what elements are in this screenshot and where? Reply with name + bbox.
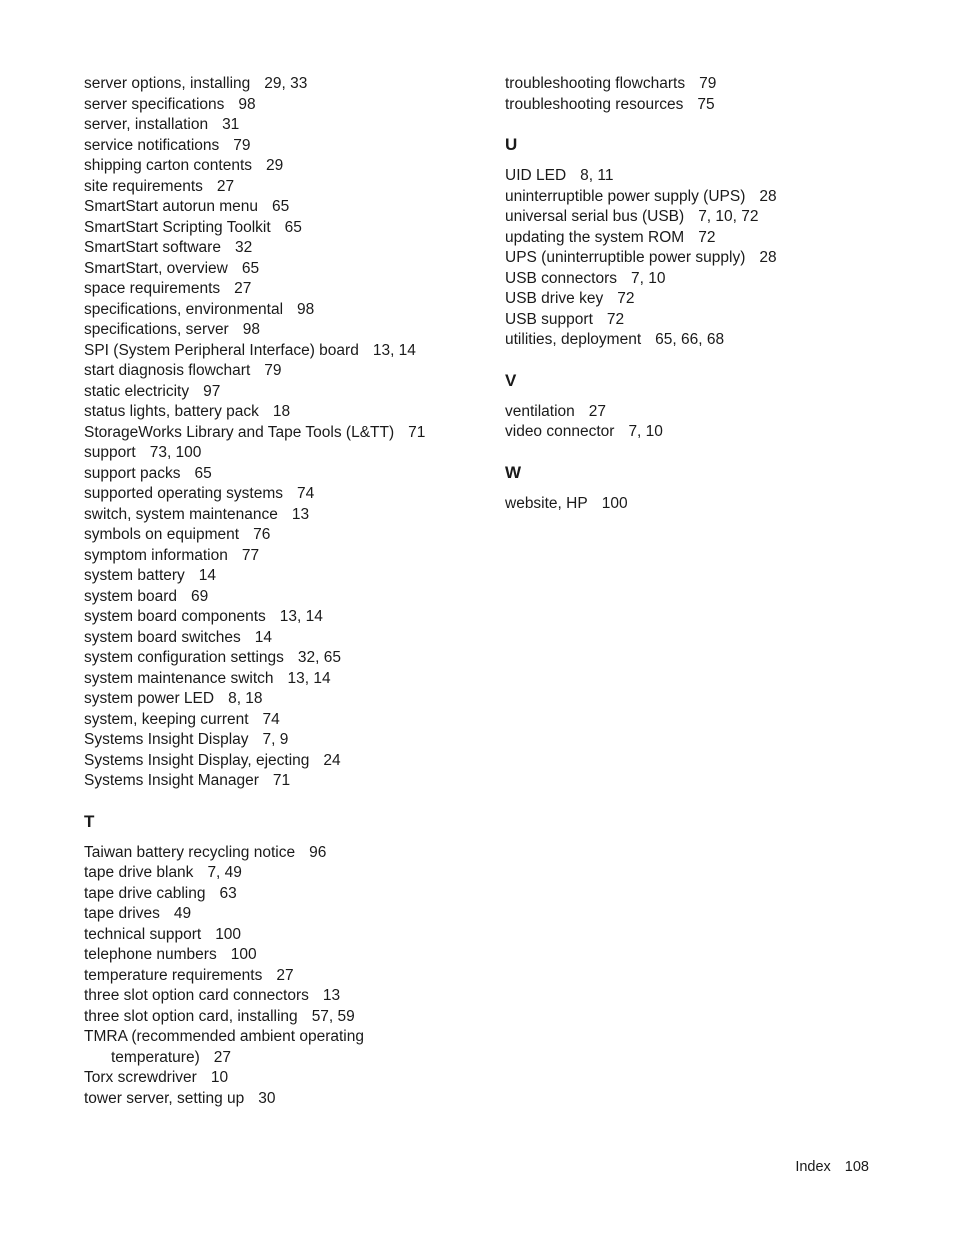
- index-entry: [84, 1027, 484, 1048]
- index-page-refs: 98: [297, 300, 315, 318]
- index-entry: [505, 166, 905, 187]
- index-term: temperature): [111, 1048, 200, 1066]
- index-entry: [84, 443, 484, 464]
- index-term: symbols on equipment: [84, 526, 240, 543]
- index-page-refs: 72: [617, 290, 635, 307]
- index-term: symptom information: [84, 546, 228, 564]
- index-page-refs: 71: [272, 772, 291, 789]
- index-group-s-continued: [84, 74, 484, 792]
- index-term: SmartStart, overview: [84, 259, 228, 277]
- index-page-refs: 74: [297, 485, 315, 502]
- index-page-refs: 79: [264, 362, 282, 379]
- index-term: system board components: [84, 608, 266, 625]
- index-term: Taiwan battery recycling notice: [84, 843, 296, 861]
- index-entry: [84, 1089, 484, 1110]
- index-page-refs: 79: [699, 75, 717, 92]
- index-term: USB connectors: [505, 269, 617, 287]
- index-term: tape drives: [84, 905, 160, 922]
- index-page-refs: 74: [262, 710, 280, 728]
- index-term: USB support: [505, 310, 593, 328]
- index-entry: [84, 74, 484, 95]
- index-term: space requirements: [84, 280, 221, 297]
- index-entry: [84, 95, 484, 116]
- index-term: uninterruptible power supply (UPS): [505, 187, 746, 205]
- index-term: support packs: [84, 464, 181, 482]
- index-entry: [505, 248, 905, 269]
- index-entry: [84, 689, 484, 710]
- index-term: USB drive key: [505, 290, 604, 307]
- section-letter-w: W: [505, 462, 522, 482]
- index-group-v: [505, 402, 905, 443]
- index-entry: [84, 607, 484, 628]
- index-term: SmartStart software: [84, 239, 221, 256]
- index-entry-continuation: [84, 1048, 484, 1069]
- index-page-refs: 75: [697, 95, 715, 113]
- index-page-refs: 71: [408, 423, 426, 441]
- index-entry: [84, 546, 484, 567]
- index-term: SmartStart Scripting Toolkit: [84, 218, 271, 236]
- index-page-refs: 7, 49: [207, 864, 242, 881]
- index-term: server, installation: [84, 116, 209, 133]
- index-term: system battery: [84, 567, 185, 584]
- index-entry: [84, 361, 484, 382]
- index-group-w: [505, 494, 905, 515]
- index-entry: [84, 925, 484, 946]
- index-page-refs: 24: [323, 751, 341, 769]
- index-page-refs: 18: [272, 403, 291, 420]
- index-entry: [84, 279, 484, 300]
- index-entry: [84, 966, 484, 987]
- index-group-u: [505, 166, 905, 351]
- index-entry: [505, 402, 905, 423]
- index-page-refs: 7, 9: [262, 731, 289, 748]
- index-term: three slot option card, installing: [84, 1007, 298, 1025]
- index-term: StorageWorks Library and Tape Tools (L&TT): [84, 423, 395, 441]
- index-page-refs: 13: [322, 987, 341, 1004]
- footer-section-name: Index: [795, 1159, 831, 1175]
- index-page-refs: 63: [219, 884, 237, 902]
- index-page-refs: 100: [230, 946, 257, 963]
- index-entry: [84, 238, 484, 259]
- index-entry: [84, 505, 484, 526]
- index-page-refs: 98: [238, 95, 256, 113]
- index-term: ventilation: [505, 402, 575, 420]
- index-page-refs: 13: [291, 505, 310, 523]
- index-entry: [505, 289, 905, 310]
- index-page-refs: 65: [284, 218, 302, 236]
- index-entry: [505, 207, 905, 228]
- index-term: SPI (System Peripheral Interface) board: [84, 341, 359, 359]
- index-entry: [84, 730, 484, 751]
- index-term: website, HP: [505, 494, 588, 512]
- index-entry: [84, 863, 484, 884]
- index-page-refs: 13, 14: [372, 341, 416, 359]
- index-term: specifications, environmental: [84, 300, 284, 318]
- section-letter-v: V: [505, 370, 517, 390]
- index-entry: [84, 587, 484, 608]
- index-page-refs: 100: [601, 494, 628, 512]
- index-term: UPS (uninterruptible power supply): [505, 249, 746, 266]
- index-term: system configuration settings: [84, 649, 284, 666]
- index-entry: [84, 218, 484, 239]
- index-page-refs: 65: [272, 198, 290, 215]
- index-page-refs: 98: [242, 321, 260, 338]
- index-page-refs: 76: [253, 526, 271, 543]
- index-column-right: [505, 74, 905, 514]
- index-term: technical support: [84, 925, 202, 943]
- index-entry: [84, 423, 484, 444]
- index-group-t-continued: [84, 1068, 484, 1109]
- index-entry: [84, 1007, 484, 1028]
- index-entry: [505, 95, 905, 116]
- index-term: video connector: [505, 423, 615, 440]
- index-page-refs: 49: [173, 905, 192, 922]
- index-term: tape drive cabling: [84, 884, 206, 902]
- index-page-refs: 14: [254, 628, 273, 646]
- index-entry: [84, 402, 484, 423]
- index-entry: [84, 525, 484, 546]
- index-entry: [84, 843, 484, 864]
- index-entry: [505, 187, 905, 208]
- index-term: tape drive blank: [84, 864, 194, 881]
- index-group-t-continued: [505, 74, 905, 115]
- index-term: troubleshooting resources: [505, 95, 684, 113]
- index-entry: [84, 156, 484, 177]
- index-page-refs: 57, 59: [311, 1007, 355, 1025]
- index-page-refs: 7, 10: [631, 269, 666, 287]
- index-entry: [84, 300, 484, 321]
- index-entry: [84, 771, 484, 792]
- index-term: shipping carton contents: [84, 157, 253, 174]
- index-term: system, keeping current: [84, 710, 249, 728]
- section-letter-u: U: [505, 135, 518, 154]
- index-page-refs: 100: [215, 925, 242, 943]
- index-entry: [84, 648, 484, 669]
- index-page-refs: 79: [233, 136, 251, 154]
- index-group-t: [84, 843, 484, 1028]
- index-page-refs: 28: [759, 249, 777, 266]
- index-page-refs: 10: [210, 1069, 229, 1086]
- index-page-refs: 31: [222, 116, 240, 133]
- index-term: utilities, deployment: [505, 331, 642, 348]
- index-page-refs: 69: [191, 587, 209, 605]
- index-page-refs: 7, 10: [628, 423, 663, 440]
- index-term: universal serial bus (USB): [505, 208, 685, 225]
- index-page-refs: 27: [588, 402, 607, 420]
- index-page-refs: 73, 100: [149, 444, 202, 461]
- index-page-refs: 27: [234, 280, 252, 297]
- index-page-refs: 29: [266, 157, 284, 174]
- index-term: tower server, setting up: [84, 1089, 245, 1107]
- index-entry: [84, 566, 484, 587]
- index-term: Systems Insight Manager: [84, 772, 259, 789]
- index-entry: [84, 341, 484, 362]
- index-term: Systems Insight Display, ejecting: [84, 751, 310, 769]
- index-term: status lights, battery pack: [84, 403, 259, 420]
- index-page-refs: 14: [198, 567, 217, 584]
- index-term: UID LED: [505, 167, 567, 184]
- index-page-refs: 29, 33: [264, 75, 308, 92]
- index-entry: [84, 259, 484, 280]
- page-number: 108: [844, 1159, 869, 1175]
- index-entry: [84, 884, 484, 905]
- index-entry: [84, 669, 484, 690]
- index-term: system board switches: [84, 628, 241, 646]
- index-entry: [84, 115, 484, 136]
- index-term: supported operating systems: [84, 485, 284, 502]
- index-entry: [84, 710, 484, 731]
- index-page-refs: 27: [213, 1048, 231, 1066]
- index-page-refs: 27: [216, 177, 235, 195]
- page-footer: [795, 1157, 869, 1177]
- index-page-refs: 65, 66, 68: [655, 331, 725, 348]
- index-entry: [84, 1068, 484, 1089]
- index-page-refs: 28: [759, 187, 777, 205]
- index-entry: [505, 269, 905, 290]
- index-page-refs: 27: [276, 966, 294, 984]
- index-entry: [84, 464, 484, 485]
- index-entry: [84, 751, 484, 772]
- index-page-refs: 77: [241, 546, 260, 564]
- index-page-refs: 8, 18: [228, 690, 263, 707]
- index-entry: [84, 320, 484, 341]
- index-term: server options, installing: [84, 75, 251, 92]
- index-term: site requirements: [84, 177, 203, 195]
- index-term: temperature requirements: [84, 966, 263, 984]
- index-page-refs: 32, 65: [297, 649, 341, 666]
- index-page-refs: 13, 14: [279, 608, 323, 625]
- index-page-refs: 72: [606, 310, 625, 328]
- index-term: system power LED: [84, 690, 215, 707]
- index-term: system maintenance switch: [84, 669, 274, 687]
- index-term: telephone numbers: [84, 946, 217, 963]
- index-term: system board: [84, 587, 178, 605]
- index-entry: [505, 422, 905, 443]
- index-entry: [84, 484, 484, 505]
- index-entry: [84, 136, 484, 157]
- index-page-refs: 30: [258, 1089, 276, 1107]
- index-page-refs: 72: [698, 228, 716, 246]
- index-entry: [84, 945, 484, 966]
- index-entry: [84, 197, 484, 218]
- section-letter-t: T: [84, 811, 95, 831]
- index-term: troubleshooting flowcharts: [505, 75, 686, 92]
- index-entry: [84, 382, 484, 403]
- index-page-refs: 7, 10, 72: [698, 208, 759, 225]
- index-page-refs: 13, 14: [287, 669, 331, 687]
- index-entry: [84, 986, 484, 1007]
- index-term: updating the system ROM: [505, 228, 685, 246]
- index-entry: [505, 310, 905, 331]
- index-term: SmartStart autorun menu: [84, 198, 259, 215]
- index-term: support: [84, 444, 136, 461]
- index-entry: [505, 74, 905, 95]
- index-term: static electricity: [84, 382, 190, 400]
- index-page-refs: 97: [203, 382, 221, 400]
- index-term: three slot option card connectors: [84, 987, 309, 1004]
- index-entry: [505, 228, 905, 249]
- index-term: server specifications: [84, 95, 225, 113]
- index-entry: [505, 494, 905, 515]
- index-entry: [84, 904, 484, 925]
- index-page-refs: 96: [309, 843, 327, 861]
- index-entry: [84, 177, 484, 198]
- index-page-refs: 8, 11: [580, 167, 614, 184]
- index-term: specifications, server: [84, 321, 229, 338]
- index-term: service notifications: [84, 136, 220, 154]
- index-entry: [505, 330, 905, 351]
- index-page-refs: 65: [241, 259, 260, 277]
- index-column-left: [84, 74, 484, 1109]
- index-page-refs: 65: [194, 464, 212, 482]
- index-term: Systems Insight Display: [84, 731, 249, 748]
- index-term: Torx screwdriver: [84, 1069, 197, 1086]
- index-page-refs: 32: [234, 239, 253, 256]
- index-term: TMRA (recommended ambient operating: [84, 1028, 364, 1045]
- index-term: switch, system maintenance: [84, 505, 278, 523]
- index-term: start diagnosis flowchart: [84, 362, 251, 379]
- index-entry: [84, 628, 484, 649]
